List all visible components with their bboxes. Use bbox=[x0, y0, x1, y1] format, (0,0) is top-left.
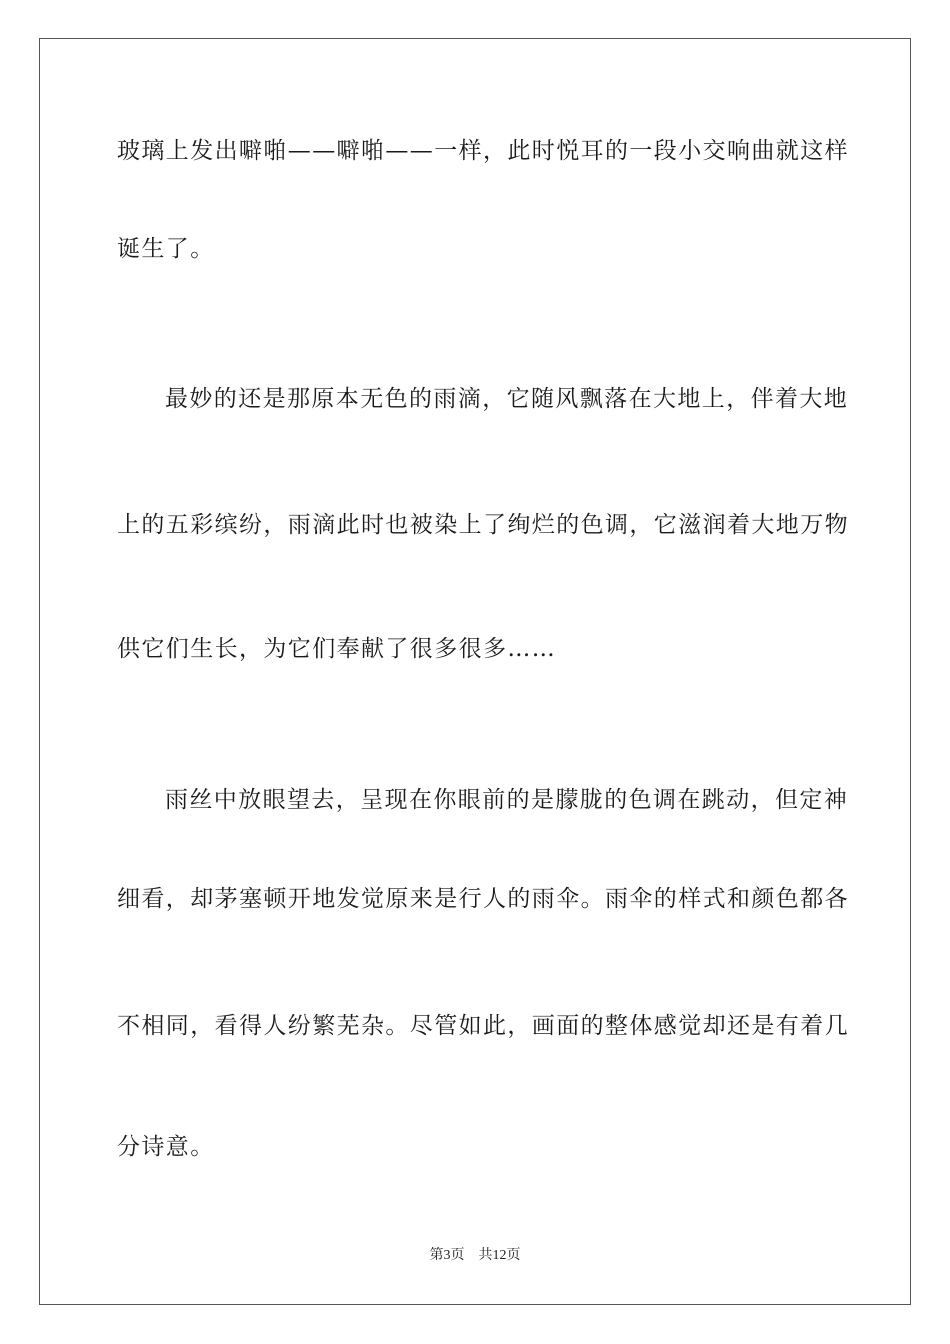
page-total: 共12页 bbox=[478, 1248, 521, 1263]
text-line: 细看，却茅塞顿开地发觉原来是行人的雨伞。雨伞的样式和颜色都各 bbox=[117, 886, 849, 912]
page-footer bbox=[0, 1247, 950, 1265]
page-number: 第3页 bbox=[429, 1248, 465, 1263]
text-line: 供它们生长，为它们奉献了很多很多…… bbox=[117, 636, 557, 662]
paragraph-start-line: 最妙的还是那原本无色的雨滴，它随风飘落在大地上，伴着大地 bbox=[165, 386, 849, 412]
text-line: 上的五彩缤纷，雨滴此时也被染上了绚烂的色调，它滋润着大地万物 bbox=[117, 512, 849, 538]
paragraph-start-line: 雨丝中放眼望去，呈现在你眼前的是朦胧的色调在跳动，但定神 bbox=[165, 787, 849, 813]
text-line: 诞生了。 bbox=[117, 236, 215, 262]
page-border bbox=[39, 38, 911, 1305]
text-line: 玻璃上发出噼啪——噼啪——一样，此时悦耳的一段小交响曲就这样 bbox=[117, 138, 849, 164]
text-line: 分诗意。 bbox=[117, 1134, 215, 1160]
text-line: 不相同，看得人纷繁芜杂。尽管如此，画面的整体感觉却还是有着几 bbox=[117, 1013, 849, 1039]
